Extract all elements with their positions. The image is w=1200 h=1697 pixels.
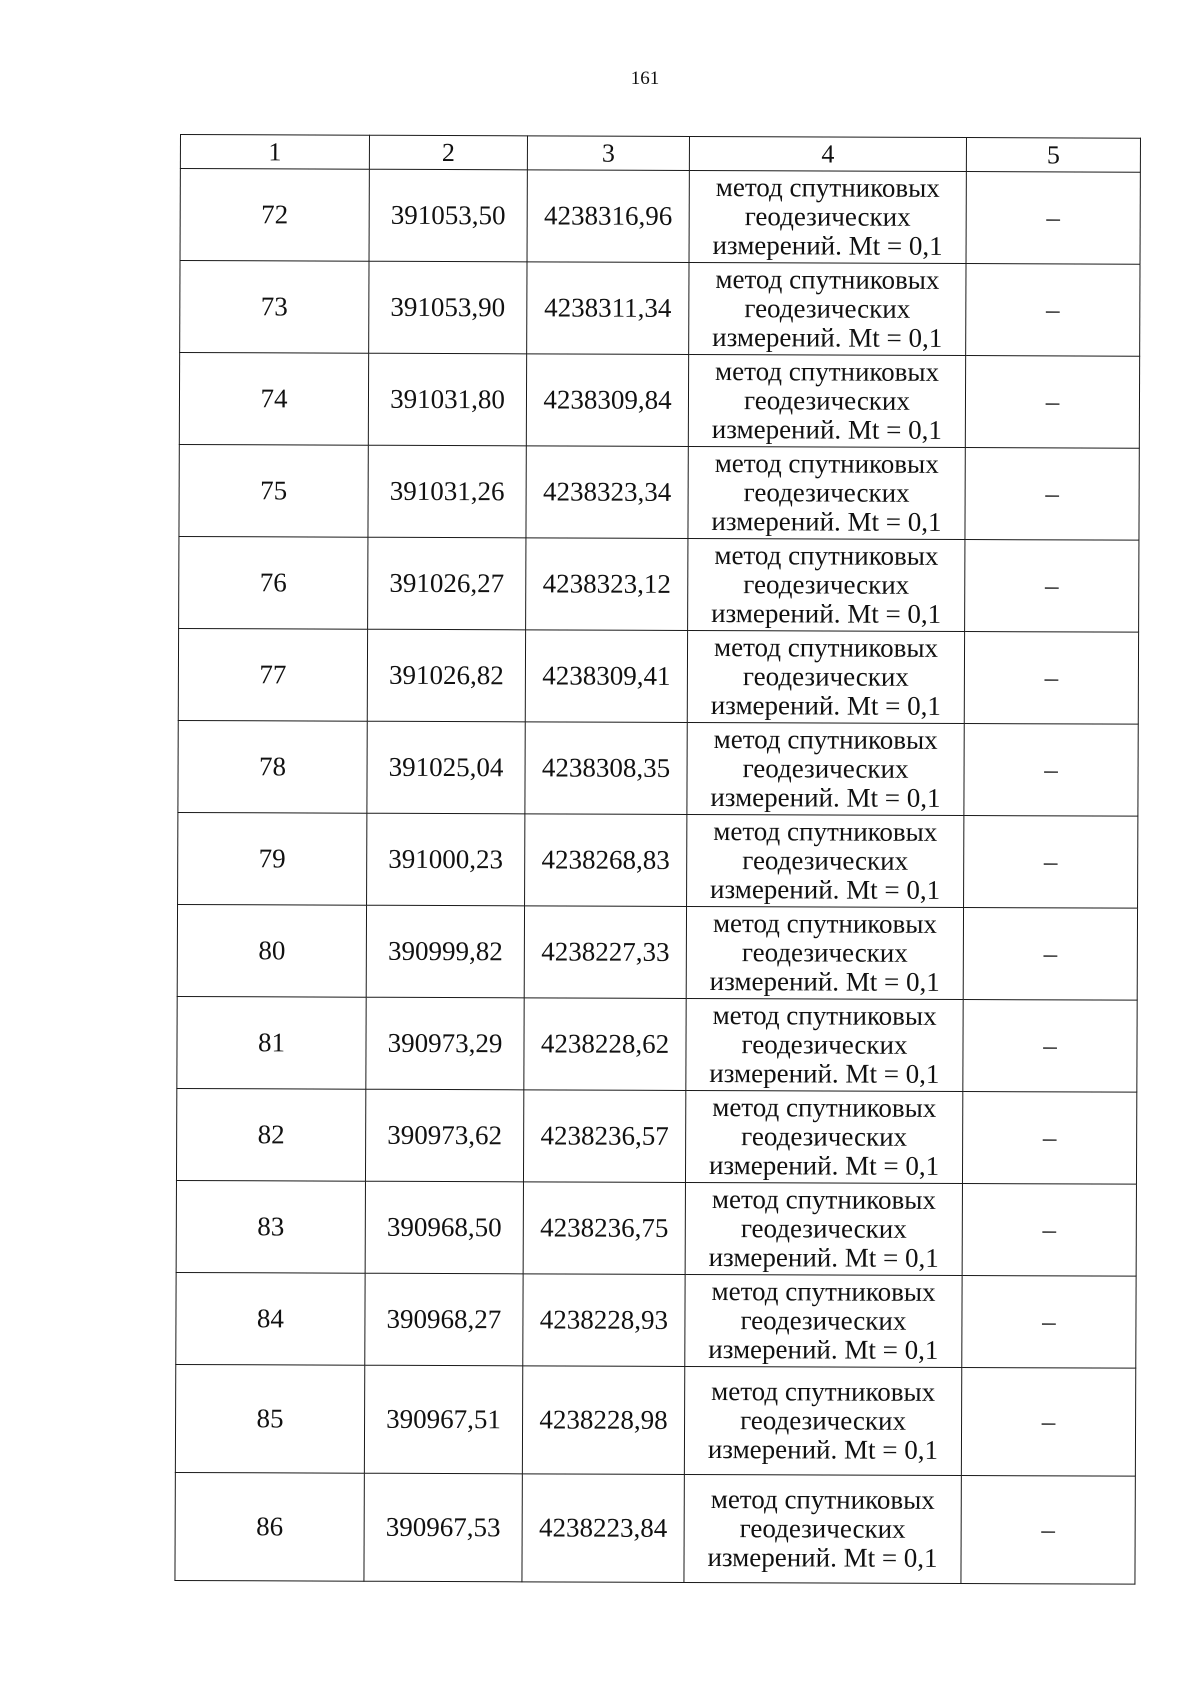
note-cell: – xyxy=(961,1476,1135,1585)
y-coordinate-cell: 4238323,12 xyxy=(526,538,688,631)
point-number-cell: 78 xyxy=(178,720,367,813)
method-line: геодезических xyxy=(742,661,909,692)
x-coordinate-cell: 391026,27 xyxy=(368,537,526,630)
method-line: измерений. Mt = 0,1 xyxy=(710,690,941,721)
method-cell xyxy=(685,1182,962,1275)
coordinates-table xyxy=(174,134,1141,1585)
method-line: геодезических xyxy=(740,1305,907,1336)
method-line: измерений. Mt = 0,1 xyxy=(711,414,942,445)
table-row xyxy=(177,996,1137,1092)
method-line: метод спутниковых xyxy=(713,724,938,755)
method-cell xyxy=(688,446,965,539)
method-line: геодезических xyxy=(741,1029,908,1060)
method-cell xyxy=(687,814,964,907)
method-line: метод спутниковых xyxy=(712,908,938,939)
method-line: измерений. Mt = 0,1 xyxy=(707,1434,939,1465)
method-cell xyxy=(684,1366,961,1475)
method-cell xyxy=(685,1274,962,1367)
column-header-3: 3 xyxy=(527,136,689,171)
table-row xyxy=(176,1088,1136,1184)
y-coordinate-cell: 4238228,62 xyxy=(524,998,686,1091)
page-number: 161 xyxy=(630,68,660,89)
method-line: геодезических xyxy=(741,1121,908,1152)
method-line: метод спутниковых xyxy=(712,1000,937,1031)
method-line: измерений. Mt = 0,1 xyxy=(707,1542,938,1573)
method-cell xyxy=(685,1090,962,1183)
y-coordinate-cell: 4238227,33 xyxy=(524,906,686,999)
x-coordinate-cell: 390973,29 xyxy=(366,997,524,1090)
note-cell: – xyxy=(966,264,1140,357)
x-coordinate-cell: 391025,04 xyxy=(367,721,525,814)
table-row xyxy=(176,1272,1136,1368)
method-cell xyxy=(687,722,964,815)
method-cell xyxy=(689,170,966,263)
table-row xyxy=(178,628,1138,724)
method-line: метод спутниковых xyxy=(713,816,938,847)
method-line: метод спутниковых xyxy=(711,1276,936,1307)
method-cell xyxy=(687,630,964,723)
method-line: измерений. Mt = 0,1 xyxy=(712,322,943,353)
point-number-cell: 73 xyxy=(180,261,369,354)
point-number-cell: 74 xyxy=(179,353,368,446)
method-cell xyxy=(684,1474,961,1583)
method-line: метод спутниковых xyxy=(715,172,940,203)
method-line: метод спутниковых xyxy=(711,1376,936,1407)
note-cell: – xyxy=(963,908,1137,1001)
note-cell: – xyxy=(962,1184,1136,1277)
column-header-4: 4 xyxy=(689,136,966,171)
note-cell: – xyxy=(962,1092,1136,1185)
y-coordinate-cell: 4238309,41 xyxy=(525,630,687,723)
y-coordinate-cell: 4238308,35 xyxy=(525,722,687,815)
note-cell: – xyxy=(964,632,1138,725)
method-line: геодезических xyxy=(741,937,908,968)
method-line: измерений. Mt = 0,1 xyxy=(709,1058,940,1089)
method-line: геодезических xyxy=(743,477,910,508)
y-coordinate-cell: 4238236,57 xyxy=(523,1090,685,1183)
method-line: метод спутниковых xyxy=(714,448,939,479)
table-row xyxy=(175,1472,1135,1584)
x-coordinate-cell: 390967,53 xyxy=(364,1473,522,1582)
method-line: геодезических xyxy=(744,293,911,324)
point-number-cell: 76 xyxy=(179,536,368,629)
method-cell xyxy=(688,354,965,447)
method-cell xyxy=(689,262,966,355)
column-header-2: 2 xyxy=(369,135,527,170)
point-number-cell: 86 xyxy=(175,1472,364,1581)
x-coordinate-cell: 391031,80 xyxy=(368,353,526,446)
x-coordinate-cell: 390968,27 xyxy=(365,1273,523,1366)
table-row xyxy=(177,904,1137,1000)
y-coordinate-cell: 4238311,34 xyxy=(527,262,689,355)
table-row xyxy=(180,261,1140,357)
note-cell: – xyxy=(964,724,1138,817)
table-row xyxy=(178,720,1138,816)
x-coordinate-cell: 391026,82 xyxy=(367,629,525,722)
method-line: геодезических xyxy=(739,1513,906,1544)
column-header-5: 5 xyxy=(966,138,1140,173)
y-coordinate-cell: 4238316,96 xyxy=(527,170,689,263)
note-cell: – xyxy=(965,540,1139,633)
method-line: метод спутниковых xyxy=(715,264,940,295)
table-row xyxy=(178,812,1138,908)
method-line: измерений. Mt = 0,1 xyxy=(711,506,942,537)
method-line: метод спутниковых xyxy=(712,1092,937,1123)
method-line: метод спутниковых xyxy=(713,632,939,663)
method-line: геодезических xyxy=(743,569,910,600)
y-coordinate-cell: 4238309,84 xyxy=(526,354,688,447)
method-line: измерений. Mt = 0,1 xyxy=(708,1242,939,1273)
y-coordinate-cell: 4238236,75 xyxy=(523,1182,685,1275)
x-coordinate-cell: 390999,82 xyxy=(366,905,524,998)
method-line: метод спутниковых xyxy=(711,1184,936,1215)
point-number-cell: 82 xyxy=(176,1088,365,1181)
method-line: измерений. Mt = 0,1 xyxy=(712,230,943,261)
point-number-cell: 77 xyxy=(178,628,367,721)
method-line: измерений. Mt = 0,1 xyxy=(710,782,941,813)
x-coordinate-cell: 391053,50 xyxy=(369,169,527,262)
point-number-cell: 85 xyxy=(175,1364,364,1473)
method-line: измерений. Mt = 0,1 xyxy=(708,1334,939,1365)
x-coordinate-cell: 391053,90 xyxy=(369,261,527,354)
y-coordinate-cell: 4238223,84 xyxy=(522,1474,684,1583)
x-coordinate-cell: 391000,23 xyxy=(367,813,525,906)
point-number-cell: 83 xyxy=(176,1180,365,1273)
point-number-cell: 72 xyxy=(180,169,369,262)
method-line: геодезических xyxy=(740,1405,907,1436)
method-line: измерений. Mt = 0,1 xyxy=(708,1150,940,1181)
y-coordinate-cell: 4238228,93 xyxy=(523,1274,685,1367)
point-number-cell: 80 xyxy=(177,904,366,997)
method-line: измерений. Mt = 0,1 xyxy=(709,874,941,905)
point-number-cell: 79 xyxy=(178,812,367,905)
method-line: геодезических xyxy=(742,845,909,876)
method-line: геодезических xyxy=(740,1213,907,1244)
x-coordinate-cell: 391031,26 xyxy=(368,445,526,538)
table-row xyxy=(175,1364,1135,1476)
method-line: измерений. Mt = 0,1 xyxy=(709,966,940,997)
method-line: измерений. Mt = 0,1 xyxy=(711,598,942,629)
point-number-cell: 84 xyxy=(176,1272,365,1365)
note-cell: – xyxy=(965,356,1139,449)
x-coordinate-cell: 390973,62 xyxy=(365,1089,523,1182)
table-row xyxy=(179,536,1139,632)
method-line: геодезических xyxy=(744,201,911,232)
method-cell xyxy=(686,998,963,1091)
table-body xyxy=(175,169,1140,1585)
table-header-row xyxy=(180,135,1140,173)
y-coordinate-cell: 4238228,98 xyxy=(522,1366,684,1475)
table-row xyxy=(180,169,1140,265)
x-coordinate-cell: 390967,51 xyxy=(364,1365,522,1474)
method-line: метод спутниковых xyxy=(710,1484,935,1515)
method-line: метод спутниковых xyxy=(714,540,939,571)
method-line: метод спутниковых xyxy=(715,356,940,387)
note-cell: – xyxy=(966,172,1140,265)
method-line: геодезических xyxy=(743,385,910,416)
method-cell xyxy=(688,538,965,631)
column-header-1: 1 xyxy=(180,135,369,170)
x-coordinate-cell: 390968,50 xyxy=(365,1181,523,1274)
note-cell: – xyxy=(961,1368,1135,1477)
table-row xyxy=(179,444,1139,540)
note-cell: – xyxy=(963,1000,1137,1093)
method-cell xyxy=(686,906,963,999)
table-row xyxy=(179,353,1139,449)
point-number-cell: 75 xyxy=(179,444,368,537)
table-row xyxy=(176,1180,1136,1276)
y-coordinate-cell: 4238268,83 xyxy=(525,814,687,907)
note-cell: – xyxy=(964,816,1138,909)
method-line: геодезических xyxy=(742,753,909,784)
y-coordinate-cell: 4238323,34 xyxy=(526,446,688,539)
point-number-cell: 81 xyxy=(177,996,366,1089)
note-cell: – xyxy=(965,448,1139,541)
note-cell: – xyxy=(962,1276,1136,1369)
